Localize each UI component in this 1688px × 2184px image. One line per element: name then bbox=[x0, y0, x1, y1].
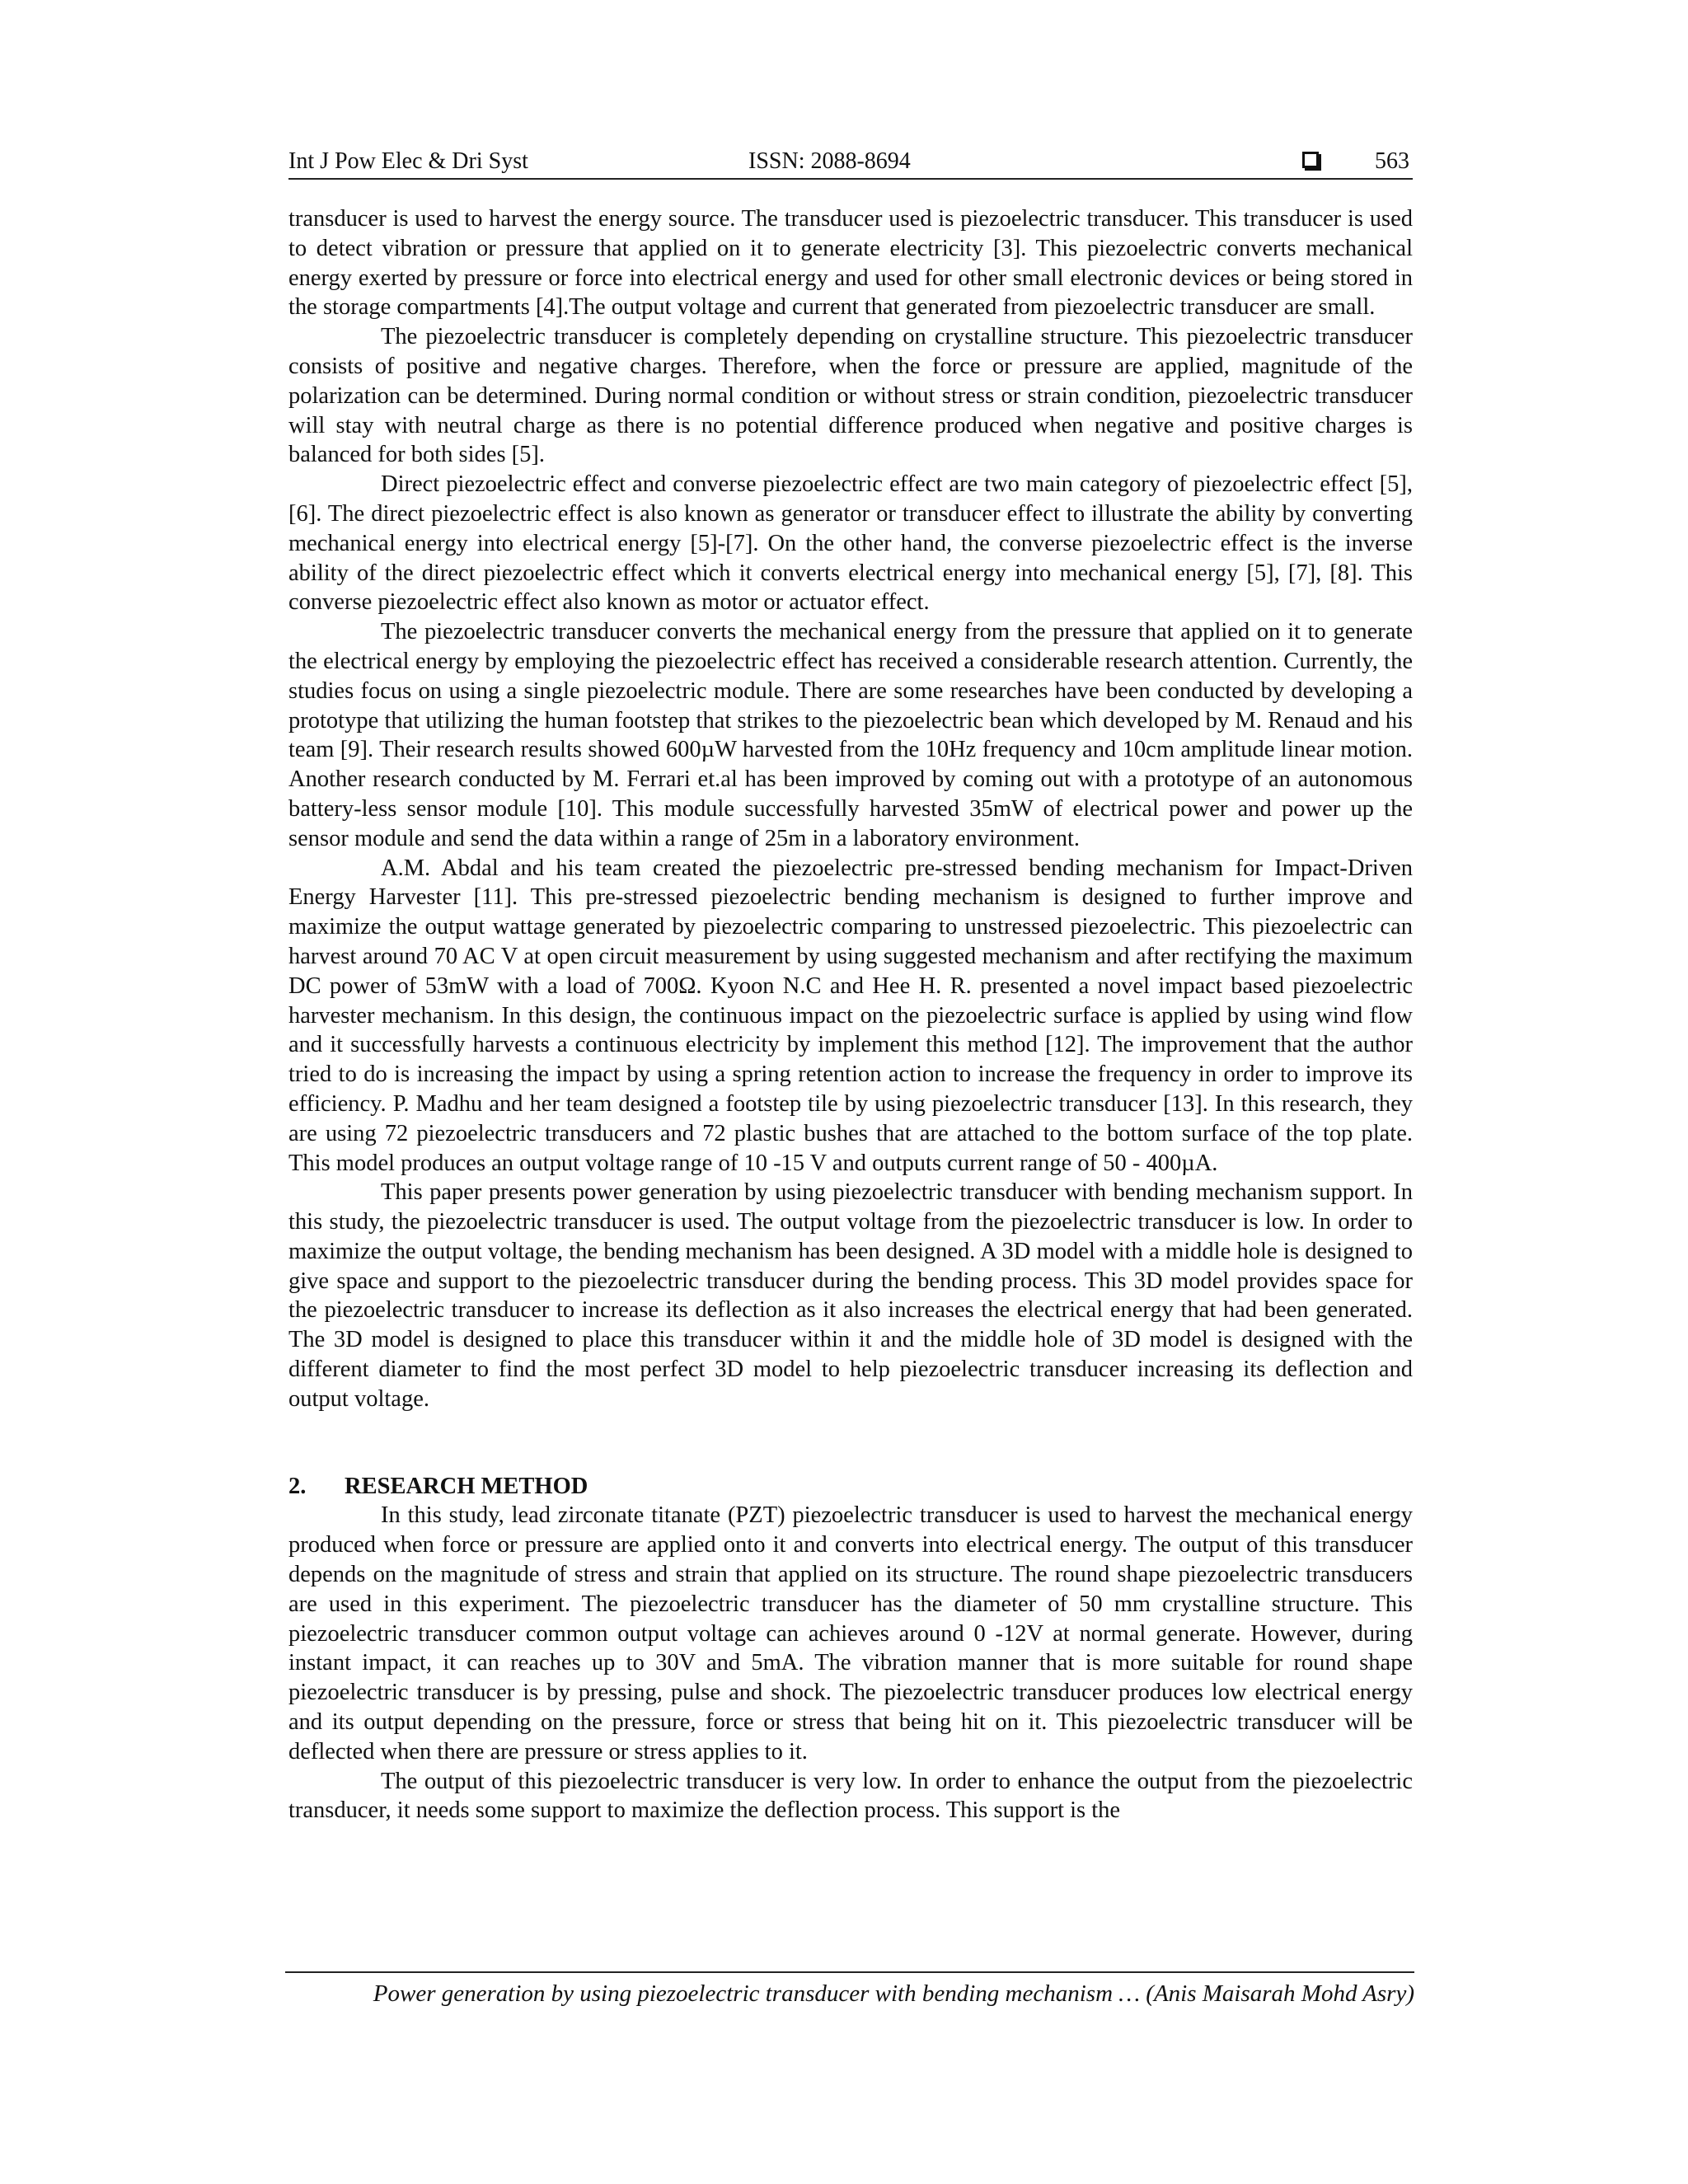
square-bullet-icon bbox=[1302, 152, 1319, 168]
paragraph-continuation: transducer is used to harvest the energy source. The transducer used is piezoelectric transducer. This transducer is used to detect vibration or pressure that applied on it to generate electricity [3]. This piezoelectric converts mechanical energy exerted by pressure or force into electrical energy and used for other small electronic devices or being stored in the storage compartments [4].The output voltage and current that generated from piezoelectric transducer are small. bbox=[288, 206, 1413, 321]
section-title: RESEARCH METHOD bbox=[345, 1473, 588, 1499]
running-title: Power generation by using piezoelectric transducer with bending mechanism … (Anis Maisarah Mohd Asry) bbox=[373, 1980, 1414, 2007]
section-number: 2. bbox=[288, 1473, 307, 1499]
paragraph: The piezoelectric transducer is completely depending on crystalline structure. This piezoelectric transducer consists of positive and negative charges. Therefore, when the force or pressure are applied, magnitude of the polarization can be determined. During normal condition or without stress or strain condition, piezoelectric transducer will stay with neutral charge as there is no potential difference produced when negative and positive charges is balanced for both sides [5]. bbox=[288, 324, 1413, 468]
paragraph: The output of this piezoelectric transducer is very low. In order to enhance the output from the piezoelectric transducer, it needs some support to maximize the deflection process. This support is the bbox=[288, 1768, 1413, 1824]
page-number: 563 bbox=[1375, 148, 1409, 174]
paragraph: The piezoelectric transducer converts the mechanical energy from the pressure that applied on it to generate the electrical energy by employing the piezoelectric effect has received a considerable research attention. Currently, the studies focus on using a single piezoelectric module. There are some researches have been conducted by developing a prototype that utilizing the human footstep that strikes to the piezoelectric bean which developed by M. Renaud and his team [9]. Their research results showed 600µW harvested from the 10Hz frequency and 10cm amplitude linear motion. Another research conducted by M. Ferrari et.al has been improved by coming out with a prototype of an autonomous battery-less sensor module [10]. This module successfully harvested 35mW of electrical power and power up the sensor module and send the data within a range of 25m in a laboratory environment. bbox=[288, 619, 1413, 851]
issn: ISSN: 2088-8694 bbox=[748, 148, 911, 174]
article-body bbox=[288, 204, 1413, 1825]
page-footer bbox=[285, 1971, 1414, 2009]
page-header bbox=[288, 142, 1413, 180]
paragraph: A.M. Abdal and his team created the piezoelectric pre-stressed bending mechanism for Impact-Driven Energy Harvester [11]. This pre-stressed piezoelectric bending mechanism is designed to further improve and maximize the output wattage generated by piezoelectric comparing to unstressed piezoelectric. This piezoelectric can harvest around 70 AC V at open circuit measurement by using suggested mechanism and after rectifying the maximum DC power of 53mW with a load of 700Ω. Kyoon N.C and Hee H. R. presented a novel impact based piezoelectric harvester mechanism. In this design, the continuous impact on the piezoelectric surface is applied by using wind flow and it successfully harvests a continuous electricity by implement this method [12]. The improvement that the author tried to do is increasing the impact by using a spring retention action to increase the frequency in order to improve its efficiency. P. Madhu and her team designed a footstep tile by using piezoelectric transducer [13]. In this research, they are using 72 piezoelectric transducers and 72 plastic bushes that are attached to the bottom surface of the top plate. This model produces an output voltage range of 10 -15 V and outputs current range of 50 - 400µA. bbox=[288, 855, 1413, 1176]
section-heading bbox=[288, 1472, 1413, 1502]
paragraph: Direct piezoelectric effect and converse piezoelectric effect are two main category of piezoelectric effect [5], [6]. The direct piezoelectric effect is also known as generator or transducer effect to illustrate the ability by converting mechanical energy into electrical energy [5]-[7]. On the other hand, the converse piezoelectric effect is the inverse ability of the direct piezoelectric effect which it converts electrical energy into mechanical energy [5], [7], [8]. This converse piezoelectric effect also known as motor or actuator effect. bbox=[288, 471, 1413, 616]
paragraph: This paper presents power generation by using piezoelectric transducer with bending mechanism support. In this study, the piezoelectric transducer is used. The output voltage from the piezoelectric transducer is low. In order to maximize the output voltage, the bending mechanism has been designed. A 3D model with a middle hole is designed to give space and support to the piezoelectric transducer during the bending process. This 3D model provides space for the piezoelectric transducer to increase its deflection as it also increases the electrical energy that had been generated. The 3D model is designed to place this transducer within it and the middle hole of 3D model is designed with the different diameter to find the most perfect 3D model to help piezoelectric transducer increasing its deflection and output voltage. bbox=[288, 1179, 1413, 1412]
paragraph: In this study, lead zirconate titanate (PZT) piezoelectric transducer is used to harvest the mechanical energy produced when force or pressure are applied onto it and converts into electrical energy. The output of this transducer depends on the magnitude of stress and strain that applied on its structure. The round shape piezoelectric transducers are used in this experiment. The piezoelectric transducer has the diameter of 50 mm crystalline structure. This piezoelectric transducer common output voltage can achieves around 0 -12V at normal generate. However, during instant impact, it can reaches up to 30V and 5mA. The vibration manner that is more suitable for round shape piezoelectric transducer is by pressing, pulse and shock. The piezoelectric transducer produces low electrical energy and its output depending on the pressure, force or stress that being hit on it. This piezoelectric transducer will be deflected when there are pressure or stress applies to it. bbox=[288, 1502, 1413, 1765]
journal-name: Int J Pow Elec & Dri Syst bbox=[288, 148, 528, 174]
